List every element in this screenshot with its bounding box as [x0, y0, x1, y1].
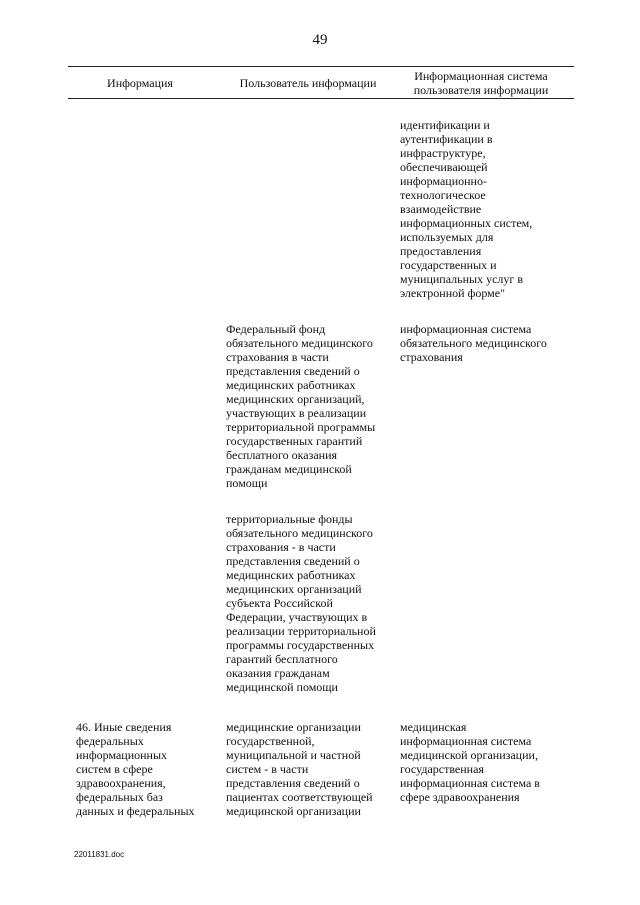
header-information: Информация	[107, 76, 173, 90]
continued-system-text: идентификации и аутентификации в инфраструктуре, обеспечивающей информационно- технологическое взаимодействие информационных систем, используемых для предоставления государственных и муниципальных услуг в электронной форме"	[400, 118, 533, 300]
ffoms-system-text: информационная система обязательного медицинского страхования	[400, 322, 547, 364]
document-filename: 22011831.doc	[74, 850, 125, 859]
table-header-bottom-rule	[68, 98, 574, 99]
page-number: 49	[312, 32, 328, 48]
row46-information-text: 46. Иные сведения федеральных информационных систем в сфере здравоохранения, федеральных баз данных и федеральных	[76, 720, 195, 818]
header-user-information-system: Информационная система пользователя информации	[413, 69, 549, 97]
tfoms-user-text: территориальные фонды обязательного медицинского страхования - в части представления сведений о медицинских работниках медицинских организаций субъекта Российской Федерации, участвующих в реализации территориальной программы государственных гарантий бесплатного оказания гражданам медицинской помощи	[226, 512, 376, 694]
table-header-top-rule	[68, 66, 574, 67]
row46-system-text: медицинская информационная система медицинской организации, государственная информационная система в сфере здравоохранения	[400, 720, 540, 804]
ffoms-user-text: Федеральный фонд обязательного медицинского страхования в части представления сведений о медицинских работниках медицинских организаций, участвующих в реализации территориальной программы государственных гарантий бесплатного оказания гражданам медицинской помощи	[226, 322, 376, 490]
row46-user-text: медицинские организации государственной, муниципальной и частной систем - в части представления сведений о пациентах соответствующей медицинской организации	[226, 720, 373, 818]
header-information-user: Пользователь информации	[239, 76, 377, 90]
